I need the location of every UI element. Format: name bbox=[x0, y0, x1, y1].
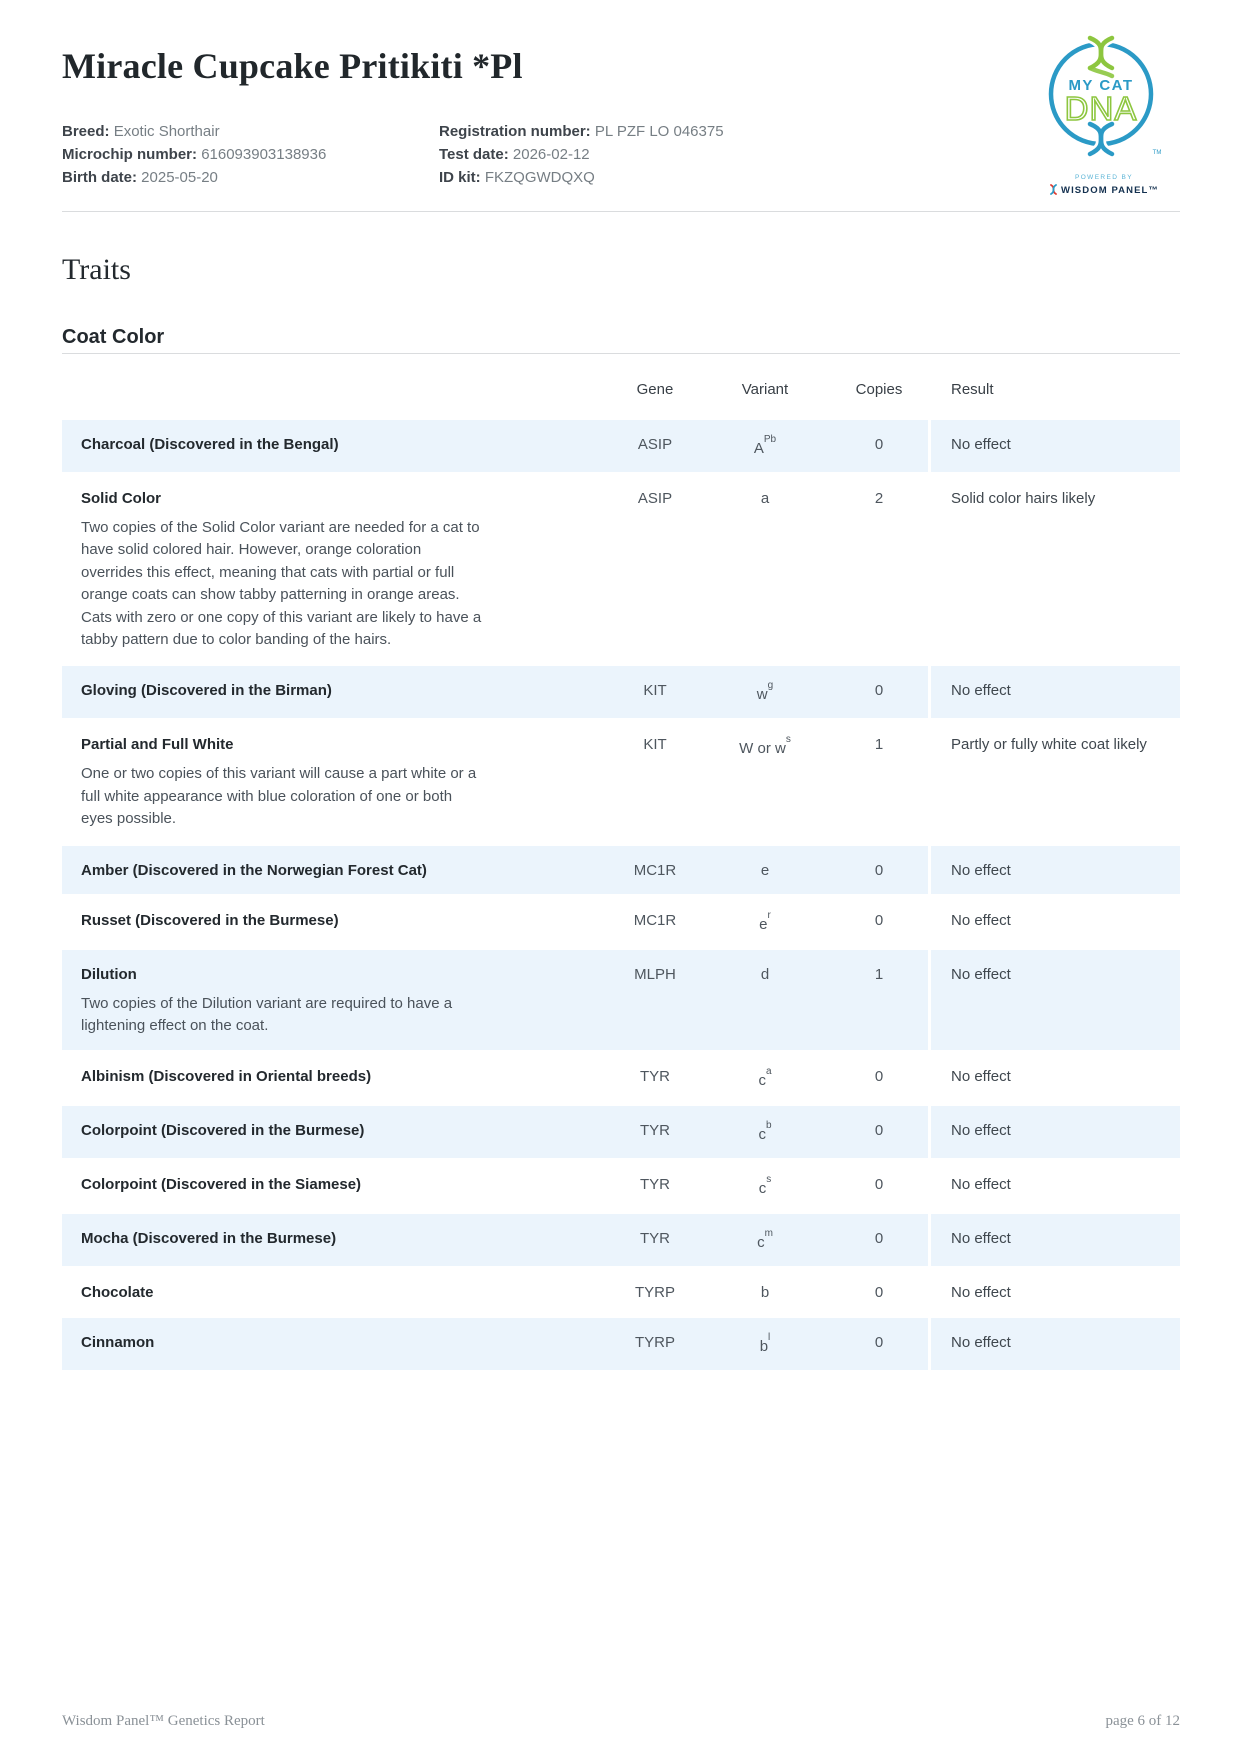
result-value: Partly or fully white coat likely bbox=[951, 736, 1147, 754]
variant-value bbox=[700, 720, 830, 843]
copies-value: 0 bbox=[830, 846, 928, 894]
column-header-result: Result bbox=[951, 381, 994, 398]
result-value: No effect bbox=[931, 1318, 1180, 1370]
variant-superscript: Pb bbox=[763, 434, 777, 445]
trait-name: Albinism (Discovered in Oriental breeds) bbox=[81, 1068, 372, 1086]
meta-column-left bbox=[62, 120, 326, 189]
meta-test-date bbox=[439, 143, 724, 166]
trait-description: One or two copies of this variant will cause a part white or a full white appearance with blue coloration of one or both eyes possible. bbox=[81, 765, 477, 828]
copies-value: 0 bbox=[830, 666, 928, 718]
meta-value: 2026-02-12 bbox=[512, 146, 590, 163]
meta-value: FKZQGWDQXQ bbox=[484, 169, 595, 186]
trait-cell bbox=[62, 666, 610, 718]
gene-value: ASIP bbox=[610, 420, 700, 472]
meta-label: Birth date: bbox=[62, 169, 137, 186]
variant-superscript: s bbox=[785, 734, 791, 746]
meta-column-right bbox=[439, 120, 724, 189]
trait-cell bbox=[62, 720, 610, 843]
meta-value: Exotic Shorthair bbox=[113, 123, 220, 140]
variant-base: b bbox=[759, 1338, 769, 1356]
table-row bbox=[62, 474, 1180, 664]
trait-name: Chocolate bbox=[81, 1284, 154, 1302]
result-value: No effect bbox=[951, 1068, 1011, 1086]
trait-name: Dilution bbox=[81, 965, 137, 983]
header-divider bbox=[62, 211, 1180, 212]
result-value: No effect bbox=[931, 846, 1180, 894]
table-row bbox=[62, 950, 1180, 1051]
variant-base: e bbox=[759, 915, 768, 933]
trait-name: Charcoal (Discovered in the Bengal) bbox=[81, 436, 339, 453]
trait-name: Gloving (Discovered in the Birman) bbox=[81, 682, 332, 700]
footer-report-name: Wisdom Panel™ Genetics Report bbox=[62, 1713, 265, 1729]
variant-value bbox=[700, 950, 830, 1051]
variant-superscript: a bbox=[765, 1066, 772, 1078]
my-cat-dna-logo bbox=[1042, 32, 1166, 196]
trait-name: Colorpoint (Discovered in the Burmese) bbox=[81, 1122, 365, 1140]
logo-dna-text: DNA bbox=[1064, 90, 1138, 127]
copies-value: 0 bbox=[830, 420, 928, 472]
result-value: Solid color hairs likely bbox=[951, 490, 1096, 507]
trait-description: Two copies of the Solid Color variant are needed for a cat to have solid colored hair. However, orange coloration overrides this effect, meaning that cats with partial or full orange coats can show tabby patterning in orange areas. Cats with zero or one copy of this variant are likely to have a tabby pattern due to color banding of the hairs. bbox=[81, 519, 482, 649]
result-value: No effect bbox=[951, 1284, 1011, 1302]
variant-base: A bbox=[753, 440, 764, 457]
trait-cell bbox=[62, 474, 610, 664]
copies-value: 0 bbox=[874, 1284, 884, 1302]
variant-base: a bbox=[760, 490, 770, 507]
footer-page-number: page 6 of 12 bbox=[1105, 1713, 1180, 1729]
meta-label: Registration number: bbox=[439, 123, 591, 140]
page-title: Miracle Cupcake Pritikiti *Pl bbox=[62, 46, 523, 86]
meta-birth-date bbox=[62, 166, 326, 189]
copies-value: 2 bbox=[874, 490, 884, 507]
copies-value: 0 bbox=[874, 1068, 884, 1086]
meta-value: 616093903138936 bbox=[201, 146, 327, 163]
result-value: No effect bbox=[951, 911, 1011, 929]
trait-description: Two copies of the Dilution variant are required to have a lightening effect on the coat. bbox=[81, 994, 453, 1035]
table-row bbox=[62, 666, 1180, 718]
copies-value: 0 bbox=[830, 1106, 928, 1158]
copies-value: 0 bbox=[830, 1214, 928, 1266]
variant-value bbox=[700, 1318, 830, 1370]
trait-cell bbox=[62, 1160, 610, 1212]
table-row bbox=[62, 720, 1180, 843]
variant-base: c bbox=[757, 1234, 765, 1252]
meta-value: 2025-05-20 bbox=[141, 169, 218, 186]
table-row bbox=[62, 1160, 1180, 1212]
variant-superscript: b bbox=[765, 1120, 772, 1132]
page-footer bbox=[62, 1713, 1180, 1730]
dna-helix-bottom-icon bbox=[1090, 124, 1112, 154]
column-header-variant: Variant bbox=[741, 381, 789, 398]
meta-label: Microchip number: bbox=[62, 146, 198, 163]
result-value: No effect bbox=[931, 1106, 1180, 1158]
meta-breed bbox=[62, 120, 326, 143]
trait-name: Mocha (Discovered in the Burmese) bbox=[81, 1230, 337, 1248]
trait-name: Colorpoint (Discovered in the Siamese) bbox=[81, 1176, 362, 1194]
traits-heading: Traits bbox=[62, 253, 131, 286]
trait-cell bbox=[62, 950, 610, 1051]
variant-superscript: m bbox=[764, 1228, 773, 1240]
dna-helix-top-icon bbox=[1090, 38, 1112, 76]
meta-id-kit bbox=[439, 166, 724, 189]
trait-name: Russet (Discovered in the Burmese) bbox=[81, 911, 339, 929]
variant-superscript: g bbox=[767, 680, 774, 692]
coat-color-heading: Coat Color bbox=[62, 326, 165, 348]
result-value: No effect bbox=[931, 1214, 1180, 1266]
variant-base: c bbox=[758, 1180, 767, 1198]
trait-cell bbox=[62, 1318, 610, 1370]
gene-value: ASIP bbox=[637, 490, 673, 507]
variant-superscript: s bbox=[766, 1174, 772, 1186]
table-row bbox=[62, 420, 1180, 472]
column-header-spacer bbox=[62, 379, 610, 400]
gene-value: MLPH bbox=[610, 950, 700, 1051]
trait-name: Amber (Discovered in the Norwegian Forest Cat) bbox=[81, 861, 427, 879]
table-header-row bbox=[62, 354, 1180, 420]
copies-value: 0 bbox=[874, 1176, 884, 1194]
copies-value: 1 bbox=[830, 950, 928, 1051]
trait-cell bbox=[62, 846, 610, 894]
variant-value bbox=[700, 666, 830, 718]
copies-value: 1 bbox=[874, 736, 884, 754]
gene-value: MC1R bbox=[610, 846, 700, 894]
variant-base: c bbox=[758, 1126, 766, 1144]
meta-label: Test date: bbox=[439, 146, 509, 163]
column-header-gene: Gene bbox=[636, 381, 674, 398]
variant-superscript: l bbox=[768, 1332, 771, 1344]
variant-base: W or w bbox=[739, 740, 786, 758]
result-value: No effect bbox=[951, 1176, 1011, 1194]
gene-value: TYRP bbox=[610, 1318, 700, 1370]
variant-value bbox=[700, 1052, 830, 1104]
result-value: No effect bbox=[931, 666, 1180, 718]
variant-value bbox=[700, 896, 830, 948]
table-row bbox=[62, 1052, 1180, 1104]
logo-my-cat-text: MY CAT bbox=[1068, 77, 1134, 94]
variant-base: e bbox=[760, 861, 770, 879]
variant-value bbox=[700, 420, 830, 472]
result-value: No effect bbox=[931, 420, 1180, 472]
wisdom-panel-text: WISDOM PANEL™ bbox=[1061, 185, 1160, 196]
trait-name: Partial and Full White bbox=[81, 736, 234, 754]
variant-value bbox=[700, 846, 830, 894]
table-row bbox=[62, 1106, 1180, 1158]
table-row bbox=[62, 1318, 1180, 1370]
variant-base: d bbox=[760, 965, 770, 983]
variant-value bbox=[700, 1268, 830, 1316]
variant-value bbox=[700, 1160, 830, 1212]
gene-value: TYR bbox=[610, 1214, 700, 1266]
trait-cell bbox=[62, 1052, 610, 1104]
gene-value: KIT bbox=[610, 666, 700, 718]
meta-microchip bbox=[62, 143, 326, 166]
gene-value: KIT bbox=[643, 736, 667, 754]
trait-cell bbox=[62, 896, 610, 948]
result-value: No effect bbox=[931, 950, 1180, 1051]
gene-value: TYR bbox=[640, 1068, 670, 1086]
column-header-copies: Copies bbox=[855, 381, 903, 398]
meta-label: ID kit: bbox=[439, 169, 481, 186]
logo-graphic bbox=[1042, 32, 1166, 196]
trait-name: Cinnamon bbox=[81, 1334, 155, 1352]
variant-value bbox=[700, 474, 830, 664]
copies-value: 0 bbox=[830, 1318, 928, 1370]
copies-value: 0 bbox=[874, 911, 884, 929]
trait-cell bbox=[62, 420, 610, 472]
table-row bbox=[62, 1214, 1180, 1266]
meta-label: Breed: bbox=[62, 123, 110, 140]
powered-by-text: POWERED BY bbox=[1074, 174, 1134, 181]
variant-value bbox=[700, 1214, 830, 1266]
table-row bbox=[62, 1268, 1180, 1316]
variant-value bbox=[700, 1106, 830, 1158]
variant-superscript: r bbox=[767, 909, 771, 921]
table-row bbox=[62, 896, 1180, 948]
variant-base: w bbox=[756, 686, 768, 704]
gene-value: TYRP bbox=[634, 1284, 675, 1302]
meta-value: PL PZF LO 046375 bbox=[594, 123, 724, 140]
gene-value: TYR bbox=[610, 1106, 700, 1158]
logo-tm: TM bbox=[1152, 150, 1162, 156]
gene-value: MC1R bbox=[633, 911, 677, 929]
meta-registration bbox=[439, 120, 724, 143]
gene-value: TYR bbox=[640, 1176, 670, 1194]
trait-name: Solid Color bbox=[81, 490, 161, 507]
variant-base: b bbox=[760, 1284, 770, 1302]
trait-cell bbox=[62, 1214, 610, 1266]
variant-base: c bbox=[758, 1072, 766, 1090]
pet-meta bbox=[62, 120, 862, 189]
trait-cell bbox=[62, 1268, 610, 1316]
table-row bbox=[62, 846, 1180, 894]
wisdom-panel-dna-icon bbox=[1051, 185, 1056, 194]
trait-cell bbox=[62, 1106, 610, 1158]
table-body bbox=[62, 420, 1180, 1370]
